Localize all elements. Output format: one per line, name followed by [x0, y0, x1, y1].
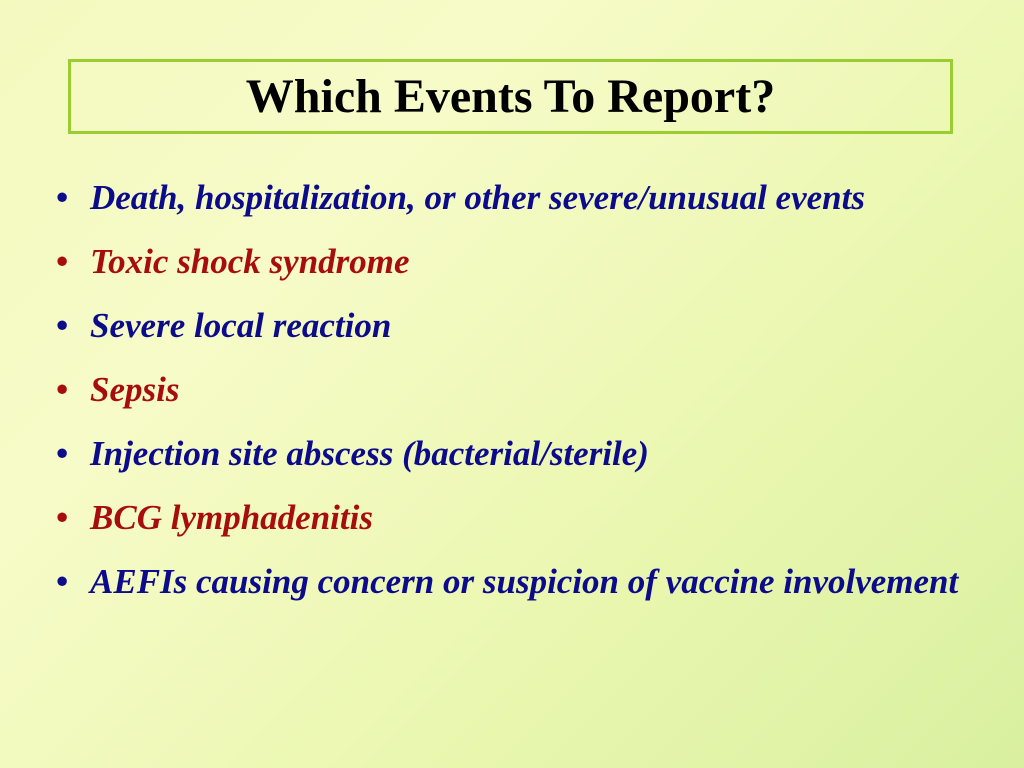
bullet-item-toxic-shock: [50, 236, 995, 288]
bullet-item-death-hospitalization: [50, 172, 995, 224]
bullet-icon: •: [56, 178, 69, 217]
bullet-text: Toxic shock syndrome: [90, 242, 410, 281]
bullet-item-bcg-lymphadenitis: [50, 492, 995, 544]
bullet-text: Severe local reaction: [90, 306, 392, 345]
bullet-icon: •: [56, 562, 69, 601]
bullet-item-injection-site-abscess: [50, 428, 995, 480]
bullet-item-aefis-concern: [50, 556, 995, 608]
bullet-item-severe-local-reaction: [50, 300, 995, 352]
slide-title: Which Events To Report?: [245, 69, 776, 123]
slide-title-box: [68, 59, 953, 134]
bullet-item-sepsis: [50, 364, 995, 416]
bullet-icon: •: [56, 498, 69, 537]
bullet-text: Death, hospitalization, or other severe/unusual events: [90, 178, 865, 217]
bullet-text: BCG lymphadenitis: [90, 498, 373, 537]
bullet-icon: •: [56, 306, 69, 345]
bullet-text: Sepsis: [90, 370, 180, 409]
bullet-text: Injection site abscess (bacterial/sterile): [90, 434, 649, 473]
bullet-list: [50, 172, 995, 620]
bullet-icon: •: [56, 434, 69, 473]
bullet-icon: •: [56, 242, 69, 281]
bullet-text: AEFIs causing concern or suspicion of vaccine involvement: [90, 562, 959, 601]
bullet-icon: •: [56, 370, 69, 409]
